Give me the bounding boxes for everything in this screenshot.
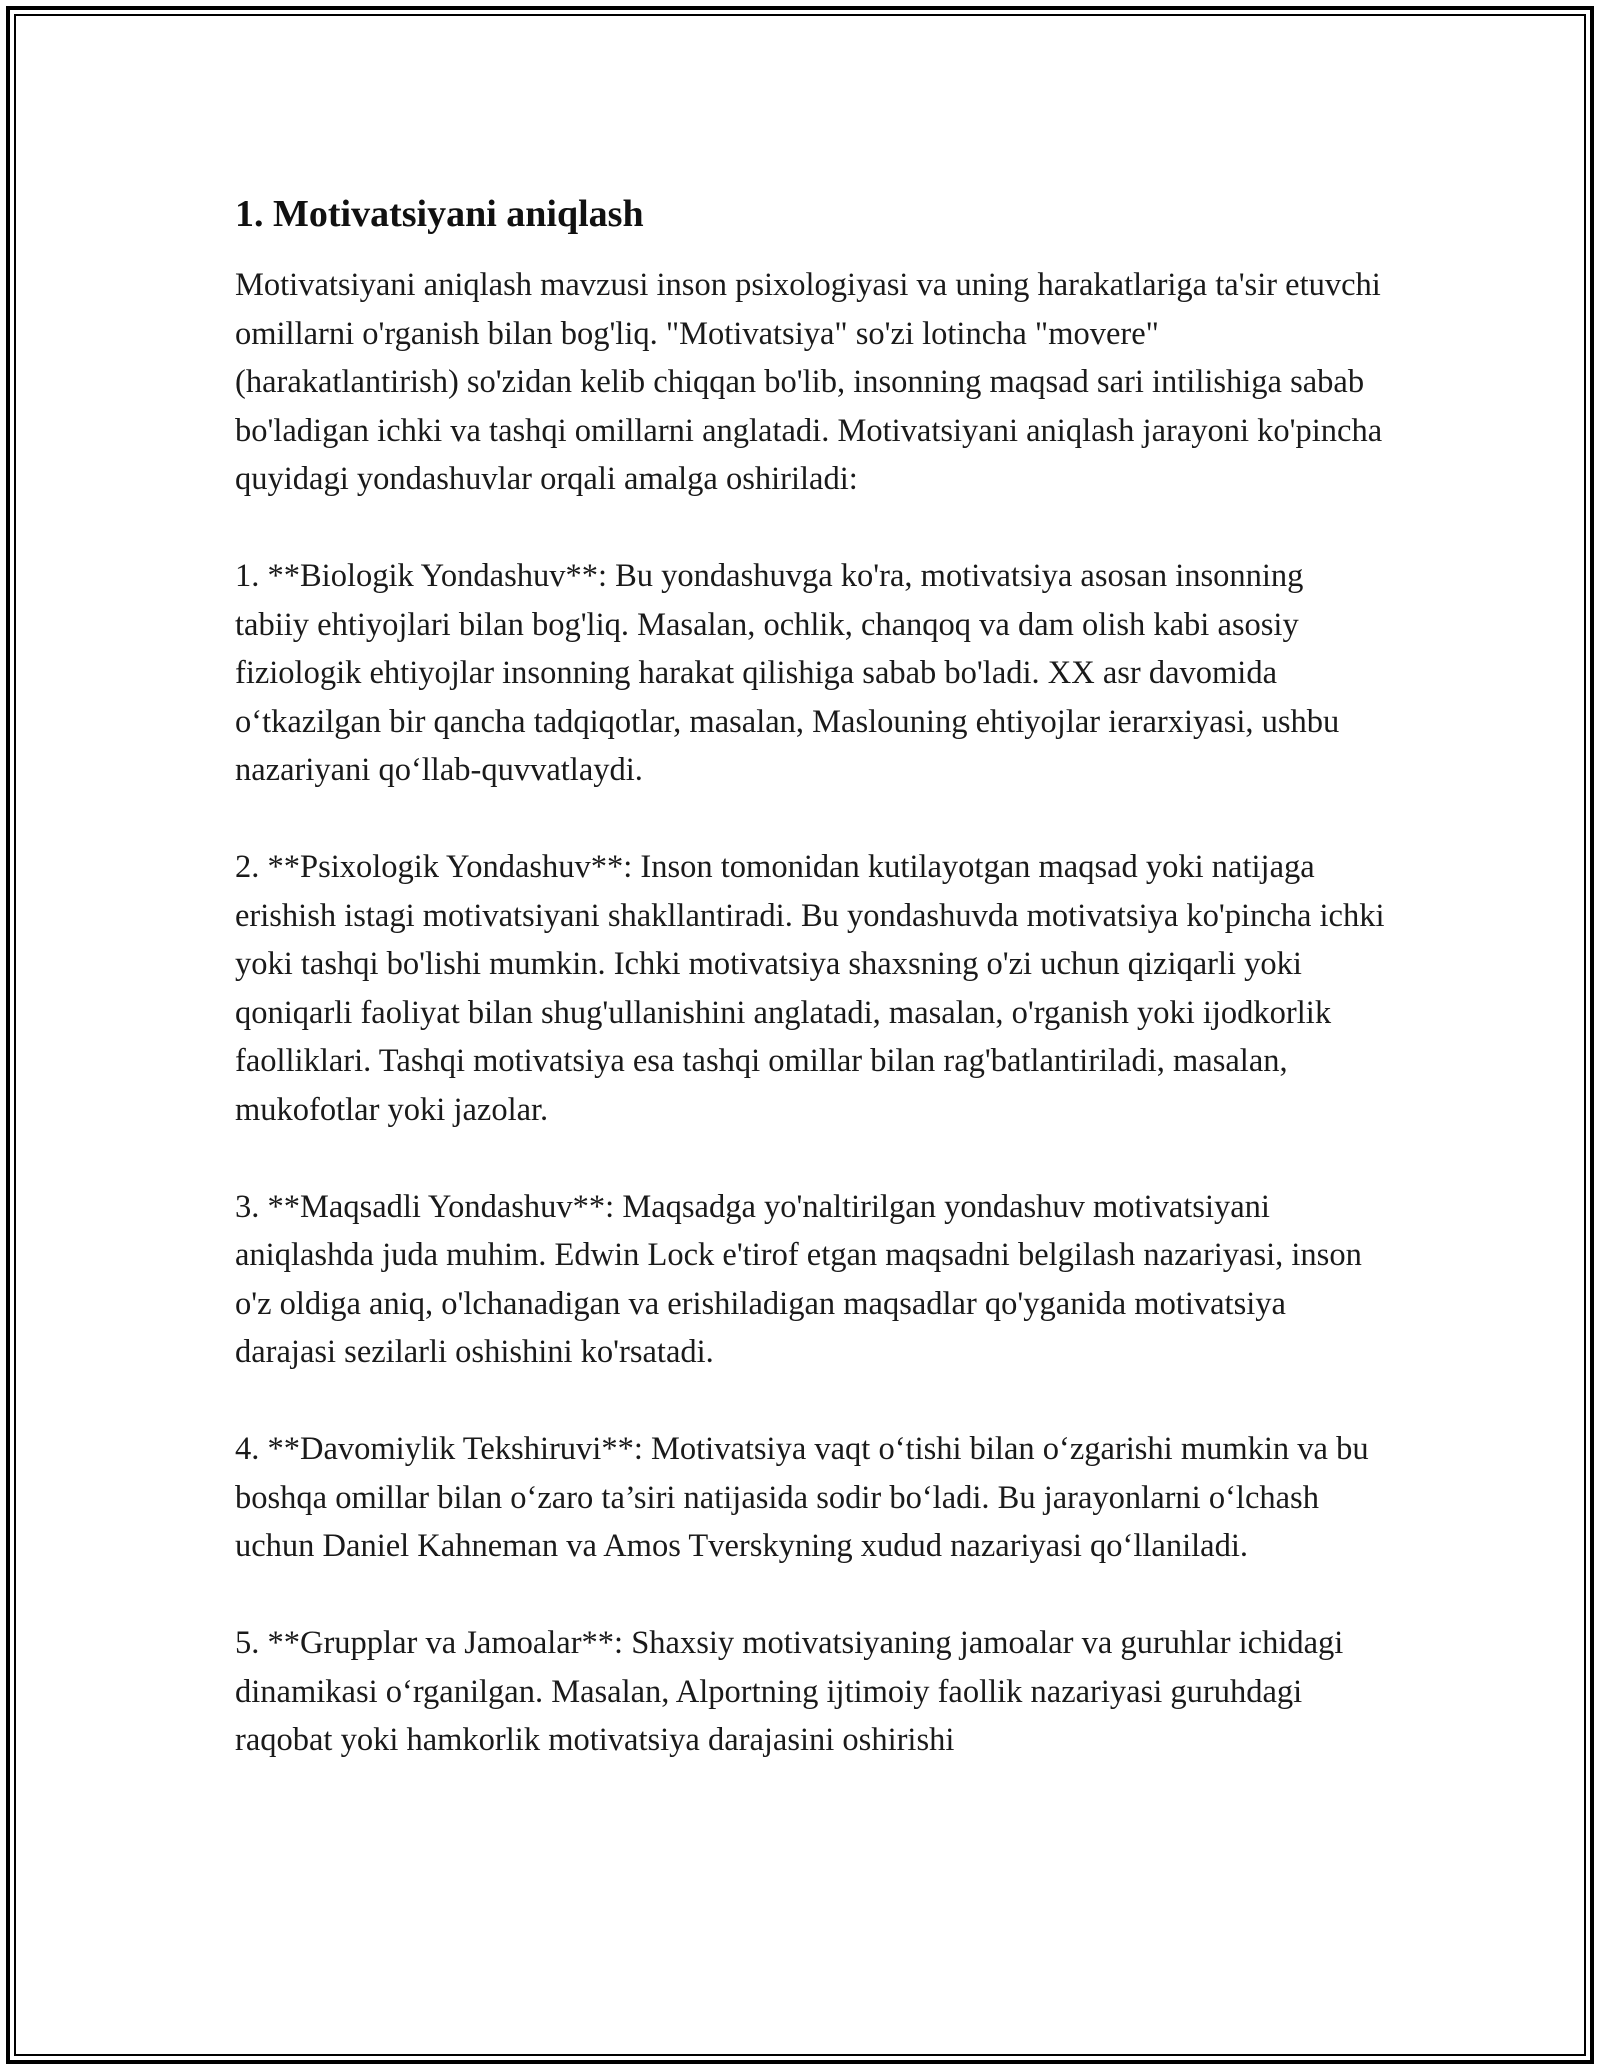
paragraph-biological-approach: 1. **Biologik Yondashuv**: Bu yondashuvga ko'ra, motivatsiya asosan insonning tabiiy ehtiyojlari bilan bog'liq. Masalan, ochlik, chanqoq va dam olish kabi asosiy fiziologik ehtiyojlar insonning harakat qilishiga sabab bo'ladi. XX asr davomida o‘tkazilgan bir qancha tadqiqotlar, masalan, Maslouning ehtiyojlar ierarxiyasi, ushbu nazariyani qo‘llab-quvvatlaydi. xyxy=(235,558,1340,788)
paragraph-continuity-check: 4. **Davomiylik Tekshiruvi**: Motivatsiya vaqt o‘tishi bilan o‘zgarishi mumkin va bu boshqa omillar bilan o‘zaro ta’siri natijasida sodir bo‘ladi. Bu jarayonlarni o‘lchash uchun Daniel Kahneman va Amos Tverskyning xudud nazariyasi qo‘llaniladi. xyxy=(235,1431,1369,1564)
paragraph-psychological-approach: 2. **Psixologik Yondashuv**: Inson tomonidan kutilayotgan maqsad yoki natijaga erishish istagi motivatsiyani shakllantiradi. Bu yondashuvda motivatsiya ko'pincha ichki yoki tashqi bo'lishi mumkin. Ichki motivatsiya shaxsning o'zi uchun qiziqarli yoki qoniqarli faoliyat bilan shug'ullanishini anglatadi, masalan, o'rganish yoki ijodkorlik faolliklari. Tashqi motivatsiya esa tashqi omillar bilan rag'batlantiriladi, masalan, mukofotlar yoki jazolar. xyxy=(235,849,1385,1128)
paragraph-groups-teams: 5. **Grupplar va Jamoalar**: Shaxsiy motivatsiyaning jamoalar va guruhlar ichidagi dinamikasi o‘rganilgan. Masalan, Alportning ijtimoiy faollik nazariyasi guruhdagi raqobat yoki hamkorlik motivatsiya darajasini oshirishi xyxy=(235,1625,1344,1758)
intro-paragraph: Motivatsiyani aniqlash mavzusi inson psixologiyasi va uning harakatlariga ta'sir etuvchi omillarni o'rganish bilan bog'liq. "Motivatsiya" so'zi lotincha "movere" (harakatlantirish) so'zidan kelib chiqqan bo'lib, insonning maqsad sari intilishiga sabab bo'ladigan ichki va tashqi omillarni anglatadi. Motivatsiyani aniqlash jarayoni ko'pincha quyidagi yondashuvlar orqali amalga oshiriladi: xyxy=(235,267,1383,497)
paragraph-goal-approach: 3. **Maqsadli Yondashuv**: Maqsadga yo'naltirilgan yondashuv motivatsiyani aniqlashda juda muhim. Edwin Lock e'tirof etgan maqsadni belgilash nazariyasi, inson o'z oldiga aniq, o'lchanadigan va erishiladigan maqsadlar qo'yganida motivatsiya darajasi sezilarli oshishini ko'rsatadi. xyxy=(235,1188,1362,1370)
section-heading: 1. Motivatsiyani aniqlash xyxy=(235,193,644,235)
document-body xyxy=(235,190,1385,1765)
